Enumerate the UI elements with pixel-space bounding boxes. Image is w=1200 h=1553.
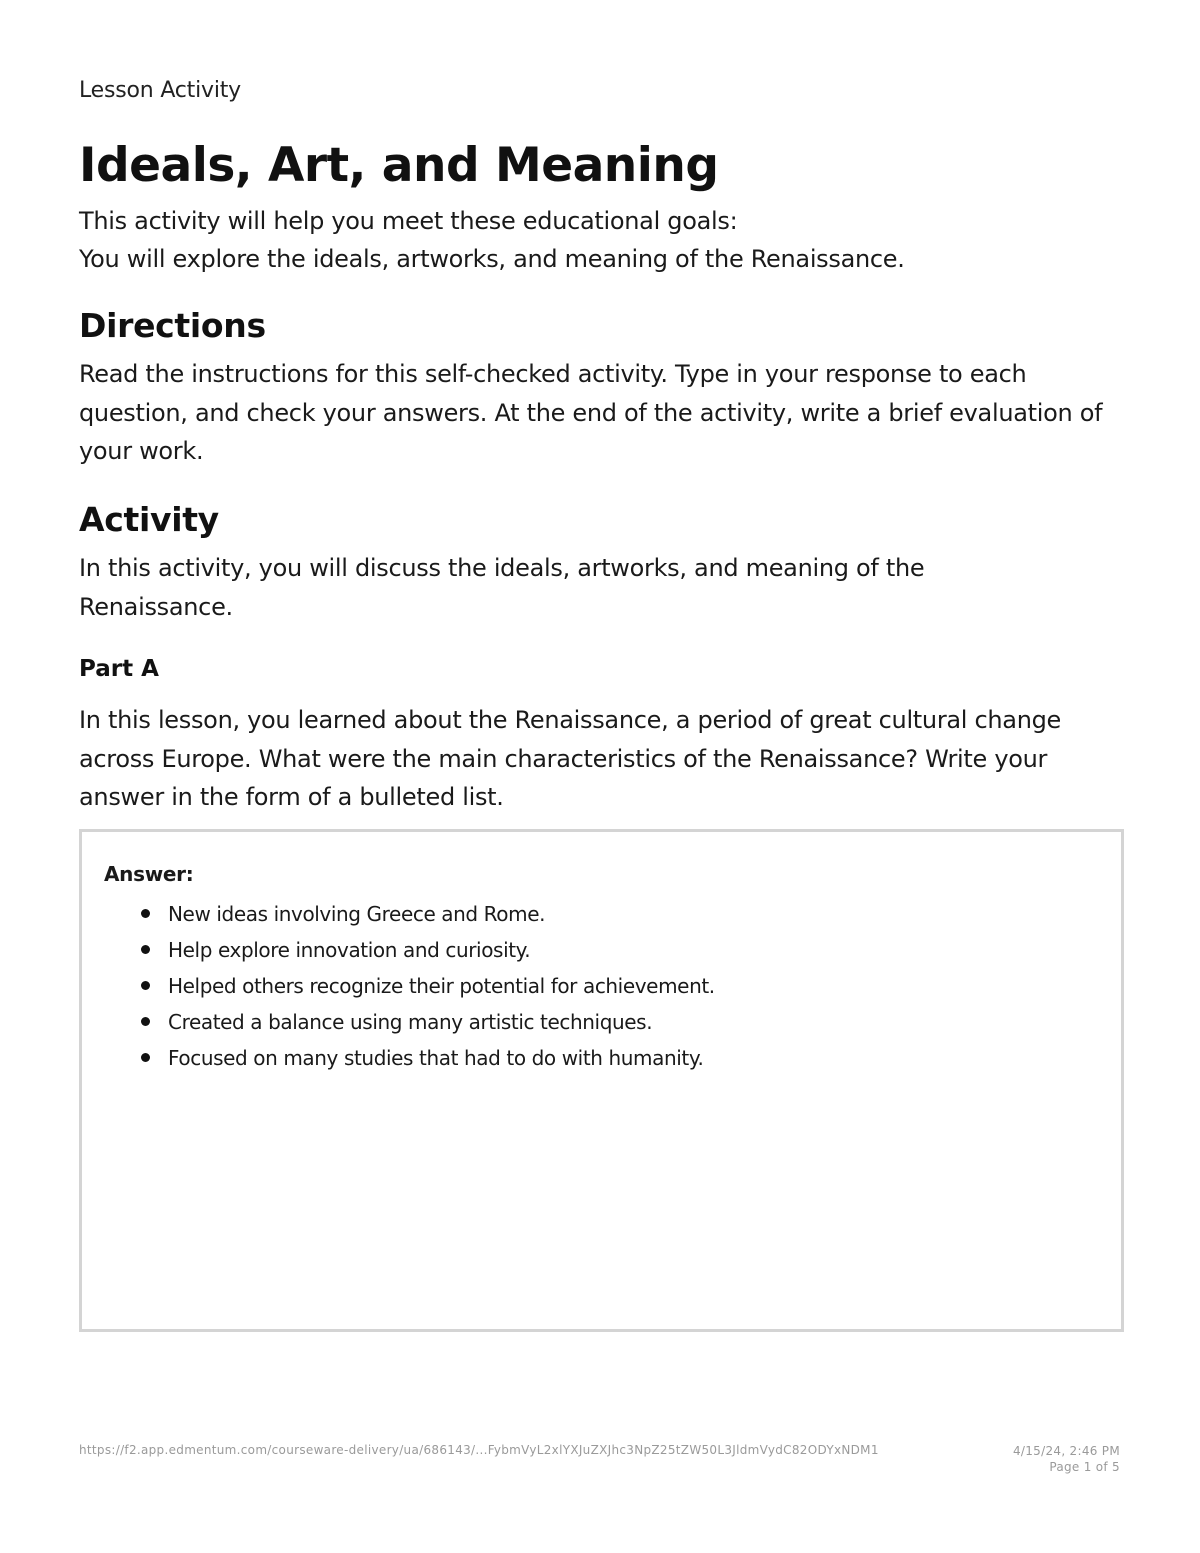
answer-box[interactable]	[79, 829, 1124, 1332]
bullet-icon	[141, 945, 150, 954]
directions-text: Read the instructions for this self-checked activity. Type in your response to each question, and check your answers. At the end of the activity, write a brief evaluation of your work.	[79, 360, 1103, 465]
answer-text: New ideas involving Greece and Rome.	[168, 902, 546, 926]
page-number: Page 1 of 5	[1049, 1460, 1120, 1474]
directions-heading: Directions	[79, 306, 266, 345]
bullet-icon	[141, 1017, 150, 1026]
lesson-kicker: Lesson Activity	[79, 78, 242, 103]
list-item	[104, 968, 715, 1004]
bullet-icon	[141, 909, 150, 918]
answer-text: Focused on many studies that had to do with humanity.	[168, 1046, 704, 1070]
page-title: Ideals, Art, and Meaning	[79, 138, 719, 193]
answer-text: Helped others recognize their potential for achievement.	[168, 974, 715, 998]
bullet-icon	[141, 1053, 150, 1062]
part-a-heading: Part A	[79, 656, 159, 682]
bullet-icon	[141, 981, 150, 990]
answer-list	[104, 896, 715, 1076]
list-item	[104, 1040, 715, 1076]
answer-label: Answer:	[104, 862, 194, 886]
goals-intro: This activity will help you meet these educational goals:	[79, 207, 738, 235]
part-a-prompt: In this lesson, you learned about the Renaissance, a period of great cultural change across Europe. What were the main characteristics of the Renaissance? Write your answer in the form of a bulleted list.	[79, 706, 1062, 811]
answer-text: Help explore innovation and curiosity.	[168, 938, 531, 962]
activity-heading: Activity	[79, 500, 219, 539]
list-item	[104, 932, 715, 968]
list-item	[104, 896, 715, 932]
answer-text: Created a balance using many artistic techniques.	[168, 1010, 653, 1034]
footer-datetime: 4/15/24, 2:46 PM	[1012, 1444, 1120, 1458]
footer-meta	[1013, 1443, 1120, 1475]
activity-text: In this activity, you will discuss the ideals, artworks, and meaning of the Renaissance.	[79, 554, 925, 621]
goals-statement: You will explore the ideals, artworks, and meaning of the Renaissance.	[79, 245, 905, 273]
educational-goals	[79, 202, 905, 278]
footer-url[interactable]: https://f2.app.edmentum.com/courseware-delivery/ua/686143/...FybmVyL2xlYXJuZXJhc3NpZ25tZW50L3JldmVydC82ODYxNDM1	[79, 1443, 879, 1457]
list-item	[104, 1004, 715, 1040]
